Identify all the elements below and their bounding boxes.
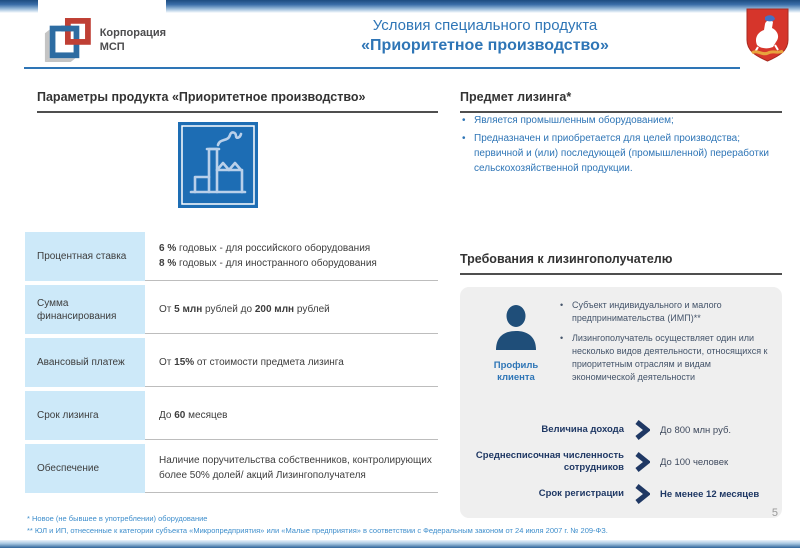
logo-text bbox=[100, 26, 166, 55]
msp-corporation-logo-icon bbox=[43, 15, 93, 65]
section-title-requirements: Требования к лизингополучателю bbox=[460, 252, 782, 275]
profile-row bbox=[474, 299, 770, 391]
client-profile-label: Профиль клиента bbox=[493, 360, 539, 384]
leasing-subject-bullets bbox=[460, 113, 782, 176]
header-rule bbox=[24, 67, 740, 69]
table-row-label: Сумма финансирования bbox=[25, 285, 145, 334]
section-title-leasing-subject: Предмет лизинга* bbox=[460, 90, 782, 113]
table-row-label: Авансовый платеж bbox=[25, 338, 145, 387]
table-row-label: Обеспечение bbox=[25, 444, 145, 493]
requirements-block bbox=[460, 252, 782, 518]
slide-title-line1: Условия специального продукта bbox=[372, 17, 598, 34]
metric-row bbox=[474, 419, 770, 441]
person-silhouette-icon bbox=[494, 304, 538, 350]
table-row-value: 6 % годовых - для российского оборудования 8 % годовых - для иностранного оборудования bbox=[145, 232, 438, 281]
client-profile-card bbox=[460, 287, 782, 518]
page-number: 5 bbox=[771, 507, 778, 519]
table-row-value: От 5 млн рублей до 200 млн рублей bbox=[145, 285, 438, 334]
profile-column bbox=[474, 299, 558, 391]
bullet-item: • Является промышленным оборудованием; bbox=[460, 113, 782, 128]
table-row bbox=[25, 444, 438, 493]
table-row-label: Процентная ставка bbox=[25, 232, 145, 281]
table-row-label: Срок лизинга bbox=[25, 391, 145, 440]
metric-label: Величина дохода bbox=[541, 424, 624, 436]
requirements-bullets bbox=[558, 299, 770, 391]
metric-row bbox=[474, 483, 770, 505]
factory-icon bbox=[178, 122, 258, 208]
chevron-right-icon bbox=[634, 451, 650, 473]
table-row bbox=[25, 285, 438, 334]
table-row-value: От 15% от стоимости предмета лизинга bbox=[145, 338, 438, 387]
bottom-bar bbox=[0, 540, 800, 548]
footnote-1: * Новое (не бывшее в употреблении) оборудование bbox=[27, 514, 208, 523]
right-section bbox=[460, 90, 782, 522]
bullet-item: • Субъект индивидуального и малого предпринимательства (ИМП)** bbox=[558, 299, 770, 325]
metric-value: До 100 человек bbox=[660, 456, 729, 468]
metric-row bbox=[474, 450, 770, 474]
logo-text-line1: Корпорация bbox=[99, 26, 166, 39]
table-row bbox=[25, 391, 438, 440]
table-row-value: Наличие поручительства собственников, контролирующих более 50% долей/ акций Лизингополучателя bbox=[145, 444, 438, 493]
footnotes bbox=[27, 513, 608, 536]
metrics bbox=[474, 419, 770, 505]
metric-label: Срок регистрации bbox=[538, 488, 624, 500]
left-section bbox=[25, 90, 438, 497]
slide-title bbox=[190, 17, 780, 55]
chevron-right-icon bbox=[634, 483, 650, 505]
footnote-2: ** ЮЛ и ИП, отнесенные к категории субъекта «Микропредприятия» или «Малые предприятия» в соответствии с Федеральным законом от 24 июля 2007 г. № 209-ФЗ. bbox=[27, 525, 608, 535]
logo-text-line2: МСП bbox=[99, 41, 125, 53]
table-row-value: До 60 месяцев bbox=[145, 391, 438, 440]
bullet-item: • Предназначен и приобретается для целей производства; первичной и (или) последующей (промышленной) переработки сельскохозяйственной продукции. bbox=[460, 131, 782, 176]
moscow-oblast-emblem-icon bbox=[745, 7, 790, 68]
metric-value: Не менее 12 месяцев bbox=[660, 488, 760, 500]
params-table bbox=[25, 232, 438, 493]
chevron-right-icon bbox=[634, 419, 650, 441]
table-row bbox=[25, 232, 438, 281]
metric-label: Среднесписочная численность сотрудников bbox=[475, 450, 624, 474]
metric-value: До 800 млн руб. bbox=[660, 424, 732, 436]
section-title-params: Параметры продукта «Приоритетное производство» bbox=[37, 90, 438, 113]
bullet-item: • Лизингополучатель осуществляет один или несколько видов деятельности, относящихся к приоритетным отраслям и видам экономической деятельности bbox=[558, 332, 770, 384]
slide-title-line2: «Приоритетное производство» bbox=[361, 37, 609, 54]
table-row bbox=[25, 338, 438, 387]
